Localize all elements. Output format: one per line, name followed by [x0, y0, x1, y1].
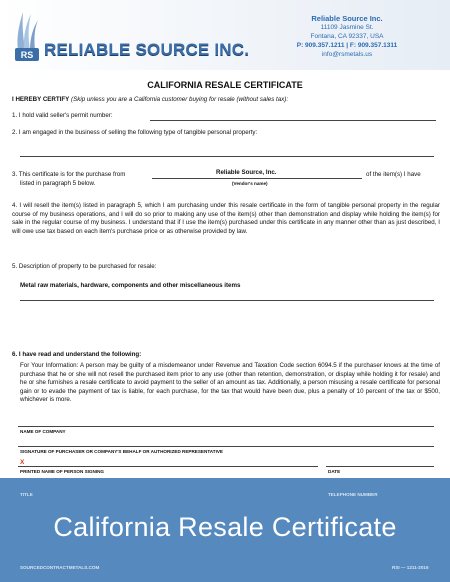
printed-name-label: PRINTED NAME OF PERSON SIGNING — [20, 469, 104, 474]
permit-number-field[interactable] — [150, 120, 436, 121]
certify-lead: I HEREBY CERTIFY — [12, 96, 70, 103]
item-3-start: 3. This certificate is for the purchase from — [12, 171, 126, 178]
vendor-label: (Vendor's name) — [232, 181, 268, 186]
certify-line — [12, 96, 438, 105]
vendor-name: Reliable Source, Inc. — [216, 169, 277, 176]
item-6: 6. I have read and understand the following: — [12, 351, 142, 358]
printed-name-field[interactable] — [18, 466, 318, 467]
vendor-field — [152, 178, 362, 179]
description-field[interactable] — [20, 300, 434, 301]
company-label: NAME OF COMPANY — [20, 429, 66, 434]
footer-website: SOURCEDCONTRACTMETALS.COM — [20, 565, 100, 570]
rs-logo-icon — [14, 10, 40, 62]
item-3-continued: listed in paragraph 5 below. — [20, 180, 96, 187]
signature-field[interactable] — [18, 446, 434, 447]
contact-block — [262, 14, 432, 59]
brand-name: RELIABLE SOURCE INC. — [44, 40, 250, 59]
title-label: TITLE — [20, 492, 33, 497]
date-label: DATE — [328, 469, 341, 474]
letterhead — [0, 0, 450, 70]
address-city: Fontana, CA 92337, USA — [310, 33, 384, 40]
company-field[interactable] — [18, 426, 434, 427]
item-4: 4. I will resell the item(s) listed in paragraph 5, which I am purchasing under this resale certificate in the form of tangible personal property in the regular course of my business operations, and I will do so prior to making any use of the item(s) other than demonstration and display while holding the item(s) for sale in the regular course of my business. I understand that if I use the item(s) purchased under this certificate in any manner other than as just described, I will owe use tax based on each item's purchase price or as otherwise provided by law. — [12, 202, 440, 235]
certify-note: (Skip unless you are a California customer buying for resale (without sales tax): — [71, 96, 289, 103]
svg-text:RS: RS — [20, 50, 34, 60]
item-3-end: of the item(s) I have — [366, 171, 421, 178]
item-2: 2. I am engaged in the business of selling the following type of tangible personal property: — [12, 129, 258, 136]
date-field[interactable] — [326, 466, 434, 467]
company-name: Reliable Source Inc. — [311, 14, 383, 23]
item-5: 5. Description of property to be purchased for resale: — [12, 263, 157, 270]
signature-label: SIGNATURE OF PURCHASER OR COMPANY'S BEHALF OR AUTHORIZED REPRESENTATIVE — [20, 449, 223, 454]
telephone-label: TELEPHONE NUMBER — [328, 492, 378, 497]
page-title: CALIFORNIA RESALE CERTIFICATE — [147, 80, 303, 90]
item-1: 1. I hold valid seller's permit number: — [12, 112, 113, 119]
banner-title: California Resale Certificate — [53, 512, 397, 542]
property-description: Metal raw materials, hardware, components and other miscellaneous items — [20, 282, 241, 289]
property-type-field[interactable] — [20, 156, 434, 157]
phone-fax: P: 909.357.1211 | F: 909.357.1311 — [296, 42, 398, 49]
sign-here-mark: X — [20, 459, 25, 466]
item-6-notice: For Your Information: A person may be guilty of a misdemeanor under Revenue and Taxation Code section 6094.5 if the purchaser knows at the time of purchase that he or she will not resell the purchased item prior to any use (other than retention, demonstration, or display while holding it for resale) and he or she furnishes a resale certificate to avoid payment to the seller of an amount as tax. Additionally, a person misusing a resale certificate for personal gain or to evade the payment of tax is liable, for each purchase, for the tax that would have been due, plus a penalty of 10 percent of the tax or $500, whichever is more. — [20, 362, 440, 404]
address-street: 11109 Jasmine St. — [320, 24, 374, 31]
email-link[interactable]: info@rsmetals.us — [321, 51, 373, 58]
footer-form-id: RSI — 1211-2016 — [392, 565, 429, 570]
